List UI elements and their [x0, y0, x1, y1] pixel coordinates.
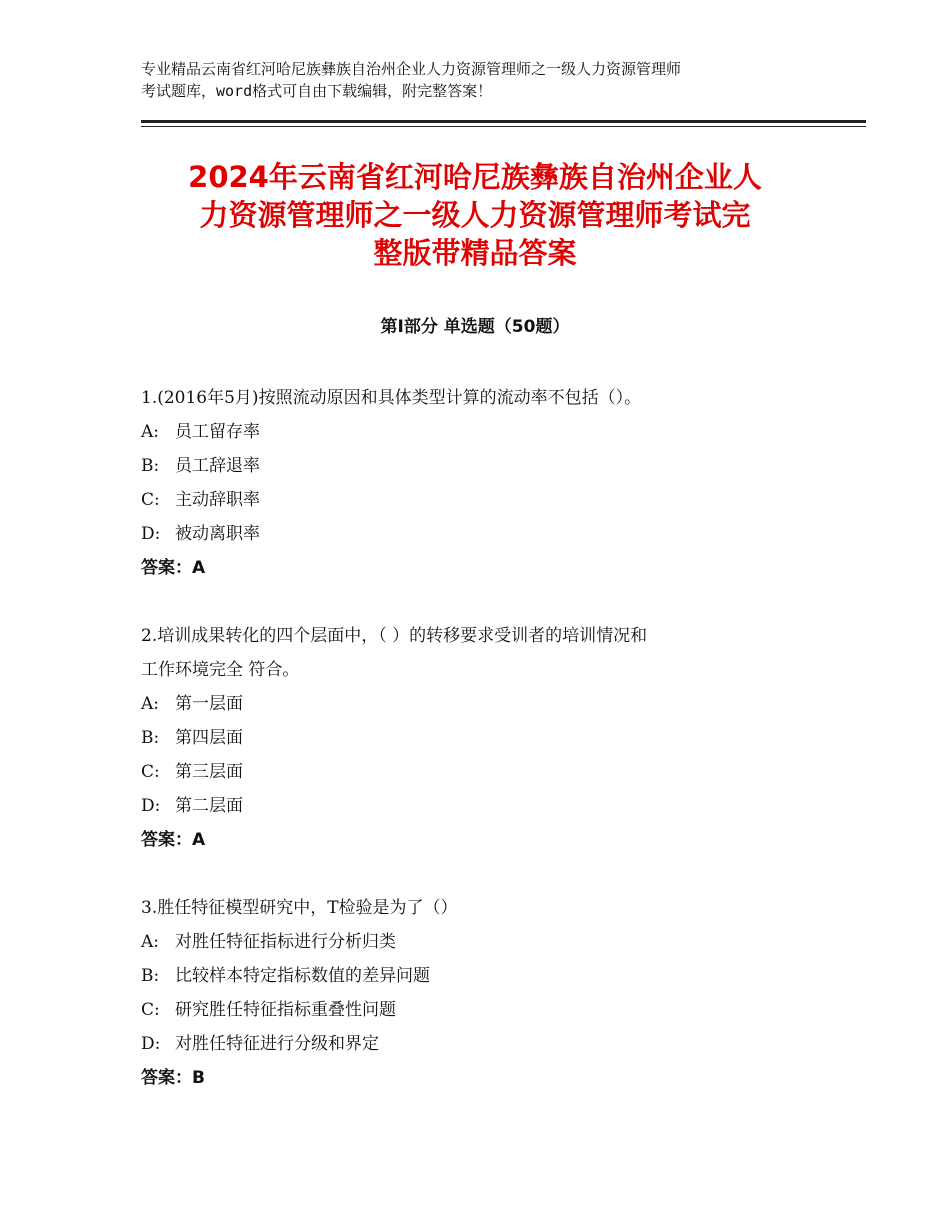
option-text: 第一层面 — [175, 694, 243, 714]
question-2-option-c — [141, 755, 841, 789]
question-1-answer: 答案：A — [141, 558, 206, 578]
option-letter: D: — [141, 1034, 161, 1054]
question-2-option-b — [141, 721, 841, 755]
option-text: 员工留存率 — [175, 422, 260, 442]
header-divider-thick — [141, 120, 866, 123]
document-title-line-2: 力资源管理师之一级人力资源管理师考试完 — [199, 198, 751, 232]
question-3-stem: 3.胜任特征模型研究中，T检验是为了（） — [141, 898, 458, 918]
option-letter: B: — [141, 966, 160, 986]
document-title — [100, 158, 850, 272]
question-1 — [141, 381, 841, 585]
question-3-option-d — [141, 1027, 841, 1061]
document-title-line-3: 整版带精品答案 — [373, 236, 577, 270]
header-note-line-1: 专业精品云南省红河哈尼族彝族自治州企业人力资源管理师之一级人力资源管理师 — [141, 60, 682, 78]
question-2-option-a — [141, 687, 841, 721]
question-2-answer: 答案：A — [141, 830, 206, 850]
question-2-stem-line-2: 工作环境完全 符合。 — [141, 660, 300, 680]
option-letter: C: — [141, 1000, 160, 1020]
question-1-stem: 1.(2016年5月)按照流动原因和具体类型计算的流动率不包括（）。 — [141, 388, 642, 408]
question-2 — [141, 619, 841, 857]
option-letter: C: — [141, 762, 160, 782]
question-1-option-d — [141, 517, 841, 551]
option-letter: D: — [141, 796, 161, 816]
document-title-line-1: 2024年云南省红河哈尼族彝族自治州企业人 — [188, 160, 762, 194]
option-letter: B: — [141, 456, 160, 476]
header-divider-thin — [141, 126, 866, 127]
option-text: 员工辞退率 — [175, 456, 260, 476]
question-1-option-c — [141, 483, 841, 517]
option-text: 第三层面 — [175, 762, 243, 782]
option-text: 对胜任特征进行分级和界定 — [175, 1034, 379, 1054]
option-text: 被动离职率 — [175, 524, 260, 544]
option-text: 第四层面 — [175, 728, 243, 748]
header-note-line-2: 考试题库，word格式可自由下载编辑，附完整答案！ — [141, 82, 493, 100]
question-3-option-b — [141, 959, 841, 993]
option-text: 主动辞职率 — [175, 490, 260, 510]
question-1-option-b — [141, 449, 841, 483]
question-1-option-a — [141, 415, 841, 449]
section-heading: 第Ⅰ部分 单选题（50题） — [380, 317, 570, 337]
question-3 — [141, 891, 841, 1095]
question-3-option-a — [141, 925, 841, 959]
option-letter: D: — [141, 524, 161, 544]
header-note — [141, 58, 821, 102]
option-text: 第二层面 — [175, 796, 243, 816]
option-text: 比较样本特定指标数值的差异问题 — [175, 966, 430, 986]
option-letter: A: — [141, 694, 160, 714]
question-2-option-d — [141, 789, 841, 823]
option-letter: B: — [141, 728, 160, 748]
option-text: 对胜任特征指标进行分析归类 — [175, 932, 396, 952]
question-3-answer: 答案：B — [141, 1068, 205, 1088]
option-letter: A: — [141, 932, 160, 952]
question-2-stem-line-1: 2.培训成果转化的四个层面中，（ ）的转移要求受训者的培训情况和 — [141, 626, 648, 646]
option-letter: A: — [141, 422, 160, 442]
question-3-option-c — [141, 993, 841, 1027]
option-text: 研究胜任特征指标重叠性问题 — [175, 1000, 396, 1020]
option-letter: C: — [141, 490, 160, 510]
